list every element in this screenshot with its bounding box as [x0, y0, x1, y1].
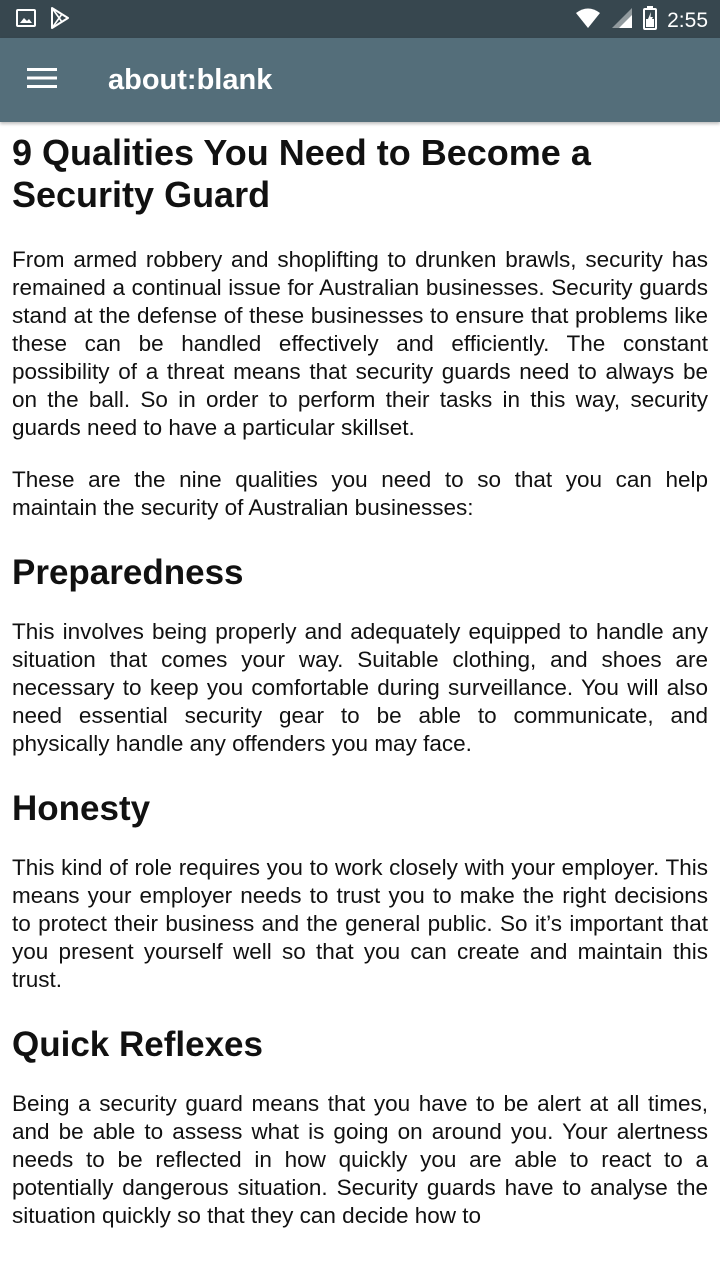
section-paragraph: This involves being properly and adequately equipped to handle any situation that comes your way. Suitable clothing, and shoes are necessary to keep you comfortable during surveillance. You will also need essential security gear to be able to communicate, and physically handle any offenders you may face. [12, 619, 708, 756]
cell-signal-icon [611, 7, 633, 34]
section-heading: Preparedness [12, 553, 244, 592]
intro-paragraph: From armed robbery and shoplifting to drunken brawls, security has remained a continual issue for Australian businesses. Security guards stand at the defense of these businesses to ensure that problems like these can be handled effectively and efficiently. The constant possibility of a threat means that security guards need to always be on the ball. So in order to perform their tasks in this way, security guards need to have a particular skillset. [12, 247, 708, 440]
article-title: 9 Qualities You Need to Become a Security Guard [12, 132, 591, 215]
article [0, 122, 720, 1230]
page-url-title: about:blank [108, 64, 273, 96]
menu-button[interactable] [18, 58, 66, 102]
status-bar [0, 0, 720, 38]
section-paragraph: This kind of role requires you to work closely with your employer. This means your employer needs to trust you to make the right decisions to protect their business and the general public. So it’s important that you present yourself well so that you can create and maintain this trust. [12, 855, 708, 992]
web-content[interactable] [0, 122, 720, 1280]
battery-icon [643, 6, 657, 35]
system-icons [575, 6, 708, 35]
app-bar [0, 38, 720, 122]
play-store-icon [50, 7, 70, 34]
section-heading: Quick Reflexes [12, 1025, 263, 1064]
hamburger-menu-icon [27, 67, 57, 94]
notification-icons [16, 7, 70, 34]
intro-paragraph: These are the nine qualities you need to so that you can help maintain the security of Australian businesses: [12, 467, 708, 520]
clock: 2:55 [667, 8, 708, 32]
section-heading: Honesty [12, 789, 151, 828]
image-notification-icon [16, 8, 36, 33]
section-paragraph: Being a security guard means that you have to be alert at all times, and be able to assess what is going on around you. Your alertness needs to be reflected in how quickly you are able to react to a potentially dangerous situation. Security guards have to analyse the situation quickly so that they can decide how to [12, 1091, 708, 1228]
wifi-icon [575, 7, 601, 34]
